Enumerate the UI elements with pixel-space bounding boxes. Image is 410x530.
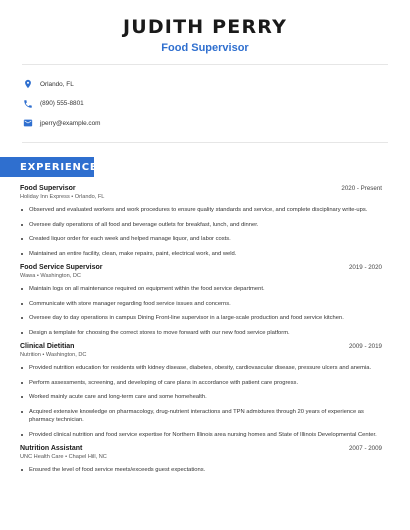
job-company: Wawa • Washington, DC: [20, 273, 81, 279]
bullet-item: Ensured the level of food service meets/exceeds guest expectations.: [29, 466, 382, 475]
bullet-item: Worked mainly acute care and long-term care and some homehealth.: [29, 393, 382, 402]
contact-phone: [22, 95, 410, 113]
phone-icon: [22, 98, 34, 110]
contact-location: [22, 75, 410, 93]
bullet-item: Acquired extensive knowledge on pharmacology, drug-nutrient interactions and TPN admixtures through 20 years of experience as pharmacy technician.: [29, 408, 382, 425]
resume-header: [0, 0, 410, 54]
job-dates: 2007 - 2009: [348, 445, 382, 452]
contact-divider: [22, 142, 388, 143]
bullet-item: Created liquor order for each week and helped manage liquor, and labor costs.: [29, 235, 382, 244]
job-company: Holiday Inn Express • Orlando, FL: [20, 194, 105, 200]
job-entry: [20, 445, 382, 475]
bullet-item: Provided clinical nutrition and food service expertise for Northern Illinois area nursing homes and State of Illinois Developmental Center.: [29, 431, 382, 440]
bullet-item: Communicate with store manager regarding food service issues and concerns.: [29, 300, 382, 309]
job-entry: [20, 264, 382, 337]
bullet-item: Perform assessments, screening, and developing of care plans in accordance with patient care progress.: [29, 379, 382, 388]
job-entry: [20, 343, 382, 439]
job-entry: [20, 185, 382, 258]
bullet-item: Oversee day to day operations in campus Dining Front-line supervisor in a large-scale production and food service kitchen.: [29, 314, 382, 323]
candidate-name: JUDITH PERRY: [122, 16, 288, 38]
bullet-item: Provided nutrition education for residents with kidney disease, diabetes, obesity, cardiovascular disease, pressure ulcers and anemia.: [29, 364, 382, 373]
job-company: UNC Health Care • Chapel Hill, NC: [20, 454, 107, 460]
bullet-item: Observed and evaluated workers and work procedures to ensure quality standards and service, and complete disciplinary write-ups.: [29, 206, 382, 215]
job-role: Clinical Dietitian: [20, 343, 75, 350]
job-dates: 2020 - Present: [341, 185, 382, 192]
job-bullets: [20, 466, 382, 475]
bullet-item: Oversee daily operations of all food and beverage outlets for breakfast, lunch, and dinner.: [29, 221, 382, 230]
contact-location-text: Orlando, FL: [40, 80, 74, 88]
experience-heading: EXPERIENCE: [0, 157, 94, 177]
contact-list: [0, 65, 410, 132]
job-dates: 2019 - 2020: [348, 264, 382, 271]
job-role: Food Supervisor: [20, 185, 76, 192]
job-role: Nutrition Assistant: [20, 445, 83, 452]
contact-email: [22, 114, 410, 132]
experience-list: [0, 177, 410, 475]
candidate-title: Food Supervisor: [161, 42, 249, 54]
job-bullets: [20, 364, 382, 439]
job-dates: 2009 - 2019: [348, 343, 382, 350]
bullet-item: Design a template for choosing the correct stores to move forward with our new food service platform.: [29, 329, 382, 338]
job-company: Nutrition • Washington, DC: [20, 352, 87, 358]
bullet-item: Maintain logs on all maintenance required on equipment within the food service department.: [29, 285, 382, 294]
job-role: Food Service Supervisor: [20, 264, 103, 271]
bullet-item: Maintained an entire facility, clean, make repairs, paint, electrical work, and weld.: [29, 250, 382, 259]
contact-email-text: jperry@example.com: [40, 119, 101, 127]
email-icon: [22, 117, 34, 129]
contact-phone-text: (890) 555-8801: [40, 100, 84, 107]
location-pin-icon: [22, 78, 34, 90]
job-bullets: [20, 285, 382, 337]
job-bullets: [20, 206, 382, 258]
